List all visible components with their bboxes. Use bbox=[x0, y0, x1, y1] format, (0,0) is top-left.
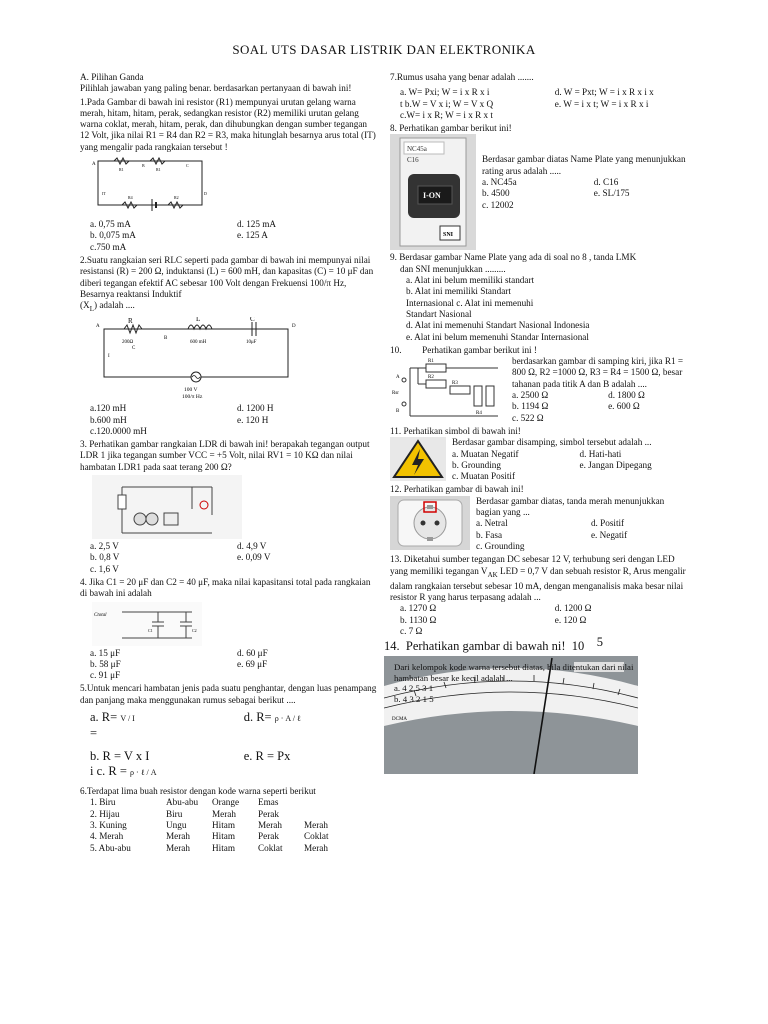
q2-xl-end: ) adalah .... bbox=[93, 300, 135, 311]
q2-xl: (X bbox=[80, 300, 90, 311]
question-2-text-cont bbox=[80, 300, 378, 315]
question-7-text: 7.Rumus usaha yang benar adalah ....... bbox=[390, 72, 534, 82]
q5-option-a-cont: = bbox=[90, 726, 98, 741]
question-11-text: 11. Perhatikan simbol di bawah ini! bbox=[390, 425, 521, 436]
q12-socket-photo bbox=[390, 496, 470, 550]
q6-table-cell: Emas bbox=[258, 797, 279, 808]
q2-label-c: C bbox=[250, 317, 255, 324]
q3-option[interactable]: a. 2,5 V bbox=[90, 541, 119, 552]
q10-option[interactable]: a. 2500 Ω bbox=[512, 390, 549, 401]
question-1 bbox=[80, 97, 378, 253]
q6-table-cell: Merah bbox=[166, 831, 190, 842]
q4-option[interactable]: a. 15 μF bbox=[90, 647, 121, 658]
q8-option[interactable]: e. SL/175 bbox=[593, 188, 630, 199]
q10-label-a: A bbox=[396, 375, 400, 381]
question-5-text: 5.Untuk mencari hambatan jenis pada suatu penghantar, dengan luas penampang dan panjang maka menggunakan rumus sebagai berikut .... bbox=[80, 683, 377, 705]
q3-ldr-circuit-photo bbox=[92, 475, 242, 539]
q14-meter-label: DCMA bbox=[392, 717, 408, 723]
q6-table-cell: Perak bbox=[258, 831, 279, 842]
q2-label-r: R bbox=[128, 317, 133, 326]
q2-option[interactable]: b.600 mH bbox=[90, 414, 127, 425]
q6-table-row bbox=[90, 820, 378, 831]
q1-option[interactable]: c.750 mA bbox=[90, 241, 127, 252]
q7-option-a[interactable]: a. W= Pxi; W = i x R x i bbox=[400, 87, 490, 98]
q10-option[interactable]: c. 522 Ω bbox=[512, 412, 544, 423]
q6-table-cell: 5. Abu-abu bbox=[90, 842, 131, 853]
q4-option[interactable]: c. 91 μF bbox=[90, 670, 121, 681]
q2-xl-sub: L bbox=[89, 304, 94, 313]
question-1-options bbox=[80, 219, 378, 253]
question-11-options bbox=[452, 449, 690, 483]
q13-option bbox=[555, 626, 690, 637]
q8-description: Berdasar gambar diatas Name Plate yang menunjukkan rating arus adalah ..... bbox=[482, 154, 686, 176]
question-2-options bbox=[80, 403, 378, 437]
q6-table-cell: Merah bbox=[258, 819, 282, 830]
q4-option[interactable]: e. 69 μF bbox=[237, 658, 268, 669]
q12-option[interactable]: b. Fasa bbox=[476, 529, 503, 540]
q7-option-d[interactable]: d. W = Pxt; W = i x R x i x bbox=[554, 87, 654, 98]
question-12-text: 12. Perhatikan gambar di bawah ini! bbox=[390, 484, 524, 495]
q10-label-r1: R1 bbox=[428, 359, 434, 365]
question-2 bbox=[80, 255, 378, 437]
q1-circuit-diagram bbox=[92, 155, 210, 217]
question-4-options bbox=[80, 648, 378, 682]
q6-table-cell bbox=[304, 797, 344, 808]
question-12 bbox=[390, 484, 690, 552]
question-8-options bbox=[482, 177, 690, 211]
q6-table-cell: Coklat bbox=[258, 842, 283, 853]
q12-option[interactable]: e. Negatif bbox=[590, 529, 628, 540]
q8-option[interactable]: d. C16 bbox=[593, 177, 619, 188]
q8-option[interactable]: c. 12002 bbox=[482, 199, 514, 210]
instruction: Pilihlah jawaban yang paling benar. berdasarkan pertanyaan di bawah ini! bbox=[80, 83, 352, 94]
question-12-options bbox=[476, 518, 690, 552]
q4-label-ctotal: Ctotal bbox=[94, 612, 107, 618]
q6-table-cell: Hitam bbox=[212, 831, 235, 842]
question-6 bbox=[80, 786, 378, 854]
q2-label-freq: 100/π Hz bbox=[182, 394, 203, 401]
section-heading: A. Pilihan Ganda bbox=[80, 72, 144, 82]
question-14 bbox=[384, 635, 690, 774]
question-4 bbox=[80, 577, 378, 681]
q10-label-r4: R4 bbox=[476, 411, 482, 417]
question-3-text: 3. Perhatikan gambar rangkaian LDR di bawah ini! berapakah tegangan output LDR 1 jika tegangan sumber VCC = +5 Volt, nilai RV1 = 10 KΩ dan nilai hambatan LDR1 pada saat terang 200 Ω? bbox=[80, 439, 370, 472]
q8-option[interactable]: a. NC45a bbox=[482, 177, 517, 188]
q2-label-cv: 10μF bbox=[246, 340, 257, 346]
question-7-options bbox=[390, 87, 690, 110]
q9-option-a[interactable]: a. Alat ini belum memiliki standart bbox=[406, 275, 535, 286]
q2-option[interactable]: a.120 mH bbox=[90, 403, 127, 414]
q8-nameplate-top: NC45a bbox=[407, 145, 427, 154]
q1-option bbox=[237, 242, 378, 253]
question-10-text: Perhatikan gambar berikut ini ! bbox=[422, 344, 537, 355]
q6-table-cell: Hitam bbox=[212, 819, 235, 830]
question-10-options bbox=[512, 390, 690, 424]
q2-label-d: D bbox=[292, 324, 296, 330]
q10-label-rs: Rsr bbox=[392, 391, 399, 397]
question-8 bbox=[390, 123, 690, 250]
q6-table-cell: Ungu bbox=[166, 819, 187, 830]
q4-option bbox=[237, 670, 378, 681]
question-1-text: 1.Pada Gambar di bawah ini resistor (R1) mempunyai urutan gelang warna merah, hitam, hitam, perak, sedangkan resistor (R2) memiliki urutan gelang warna coklat, merah, hitam, perak, dan dihubungkan dengan sumber tegangan 12 Volt, jika nilai R1 = R4 dan R2 = R3, maka hitunglah besarnya arus total (IT) yang mengalir pada rangkaian tersebut ! bbox=[80, 96, 376, 152]
q1-label-r2: R2 bbox=[174, 195, 179, 201]
q6-table-cell: Abu-abu bbox=[166, 797, 199, 808]
q10-option[interactable]: b. 1194 Ω bbox=[512, 401, 549, 412]
q13-option[interactable]: d. 1200 Ω bbox=[554, 603, 592, 614]
q10-label-r2: R2 bbox=[428, 375, 434, 381]
question-13-options bbox=[390, 603, 690, 637]
q6-table-cell: Merah bbox=[166, 842, 190, 853]
q1-label-c: C bbox=[186, 163, 189, 169]
q1-label-r4: R4 bbox=[128, 195, 133, 201]
q11-option[interactable]: e. Jangan Dipegang bbox=[579, 459, 652, 470]
q7-option-b[interactable]: t b.W = V x i; W = V x Q bbox=[400, 98, 494, 109]
q10-label-b: B bbox=[396, 409, 400, 415]
q11-option[interactable]: c. Muatan Positif bbox=[452, 471, 516, 482]
q1-option[interactable]: b. 0,075 mA bbox=[90, 230, 136, 241]
q4-capacitor-circuit bbox=[92, 602, 202, 646]
q4-option[interactable]: d. 60 μF bbox=[237, 647, 268, 658]
q11-option[interactable]: a. Muatan Negatif bbox=[452, 448, 519, 459]
q11-option[interactable]: d. Hati-hati bbox=[579, 448, 622, 459]
page-title: SOAL UTS DASAR LISTRIK DAN ELEKTRONIKA bbox=[232, 42, 536, 57]
q10-option[interactable]: d. 1800 Ω bbox=[608, 390, 645, 401]
q8-mcb-photo bbox=[390, 134, 476, 250]
q2-rlc-circuit-diagram bbox=[92, 317, 302, 401]
q2-option bbox=[237, 426, 378, 437]
q12-option[interactable]: a. Netral bbox=[476, 518, 508, 529]
q3-option bbox=[237, 564, 378, 575]
q4-option[interactable]: b. 58 μF bbox=[90, 658, 121, 669]
q6-table-row bbox=[90, 809, 378, 820]
q10-option[interactable]: e. 600 Ω bbox=[608, 401, 640, 412]
q9-option-b[interactable]: b. Alat ini memiliki Standart bbox=[406, 286, 511, 297]
q2-label-l: L bbox=[196, 317, 201, 324]
q13-option[interactable]: c. 7 Ω bbox=[400, 625, 423, 636]
q10-label-r3: R3 bbox=[452, 381, 458, 387]
q2-label-rv: 200Ω bbox=[122, 340, 134, 346]
q6-table-cell: Hitam bbox=[212, 842, 235, 853]
q1-label-r1: R1 bbox=[119, 167, 124, 173]
question-5 bbox=[80, 683, 378, 780]
q5-option-c[interactable]: i c. R = ρ · ℓ / A bbox=[90, 764, 157, 779]
q14-sequence-a[interactable]: a. 4 2 5 3 1 bbox=[394, 683, 434, 694]
q12-option bbox=[591, 541, 690, 552]
q6-table-cell: 2. Hijau bbox=[90, 808, 120, 819]
question-9 bbox=[390, 252, 690, 342]
q10-resistor-network bbox=[390, 356, 506, 422]
q9-option-c[interactable]: Internasional c. Alat ini memenuhi bbox=[406, 297, 534, 308]
q12-option[interactable]: d. Positif bbox=[590, 518, 625, 529]
q2-label-a: A bbox=[96, 324, 100, 330]
question-7 bbox=[390, 72, 690, 121]
q10-option bbox=[608, 413, 690, 424]
q1-option[interactable]: d. 125 mA bbox=[237, 219, 277, 230]
q10-description: berdasarkan gambar di samping kiri, jika R1 = 800 Ω, R2 =1000 Ω, R3 = R4 = 1500 Ω, besar tahanan pada titik A dan B adalah .... bbox=[512, 356, 684, 389]
q13-option[interactable]: e. 120 Ω bbox=[554, 614, 587, 625]
q7-option-e[interactable]: e. W = i x t; W = i x R x i bbox=[554, 98, 649, 109]
q8-sni-mark: SNI bbox=[443, 232, 454, 239]
q14-description: Dari kelompok kode warna tersebut diatas, bila ditentukan dari nilai hambatan besar ke kecil adalah ... bbox=[394, 662, 634, 683]
q2-label-b: B bbox=[164, 336, 168, 342]
question-3-options bbox=[80, 541, 378, 575]
q8-option bbox=[594, 200, 690, 211]
q6-table-cell: Perak bbox=[258, 808, 279, 819]
q5-option-a[interactable]: a. R= V / I bbox=[90, 710, 135, 725]
question-9-text: 9. Berdasar gambar Name Plate yang ada di soal no 8 , tanda LMK bbox=[390, 252, 637, 263]
q1-label-d: D bbox=[204, 191, 207, 197]
q14-scale-5: 5 bbox=[596, 635, 604, 650]
q4-label-c2: C2 bbox=[192, 627, 197, 633]
q9-option-c-cont: Standart Nasional bbox=[406, 308, 472, 319]
q6-table-cell: 1. Biru bbox=[90, 797, 116, 808]
q4-label-c1: C1 bbox=[148, 627, 153, 633]
question-2-text: 2.Suatu rangkaian seri RLC seperti pada gambar di bawah ini mempunyai nilai resistansi (R) = 200 Ω, induktansi (L) = 600 mH, dan kapasitas (C) = 10 μF dan diberi tegangan efektif AC sebesar 100 Volt dengan Frekuensi 100/π Hz, Besarnya reaktansi Induktif bbox=[80, 254, 374, 299]
question-4-text: 4. Jika C1 = 20 μF dan C2 = 40 μF, maka nilai kapasitansi total pada rangkaian di bawah ini adalah bbox=[80, 576, 371, 599]
q6-table-cell: 4. Merah bbox=[90, 831, 124, 842]
q8-option[interactable]: b. 4500 bbox=[482, 188, 510, 199]
q2-label-source: 100 V bbox=[184, 387, 198, 394]
q1-option[interactable]: e. 125 A bbox=[237, 230, 268, 241]
q3-option[interactable]: d. 4,9 V bbox=[237, 541, 267, 552]
question-8-text: 8. Perhatikan gambar berikut ini! bbox=[390, 123, 512, 134]
question-5-options bbox=[80, 710, 378, 780]
q11-option bbox=[580, 471, 690, 482]
q3-option[interactable]: c. 1,6 V bbox=[90, 563, 119, 574]
q1-label-b: B bbox=[142, 163, 145, 169]
q2-option[interactable]: c.120.0000 mH bbox=[90, 425, 147, 436]
q9-option-d[interactable]: d. Alat ini memenuhi Standart Nasional Indonesia bbox=[406, 320, 590, 331]
question-10-heading bbox=[390, 345, 690, 356]
q1-label-it: IT bbox=[102, 191, 106, 197]
q6-table-row bbox=[90, 797, 378, 808]
q1-label-a: A bbox=[92, 162, 96, 168]
q14-number: 14. bbox=[384, 639, 400, 654]
q6-table-cell: Merah bbox=[304, 819, 328, 830]
q5-option-d[interactable]: d. R= ρ · A / ℓ bbox=[243, 710, 301, 725]
q6-table-row bbox=[90, 843, 378, 854]
q1-label-r1b: R1 bbox=[156, 167, 161, 173]
high-voltage-warning-icon bbox=[390, 437, 446, 481]
q13-option[interactable]: a. 1270 Ω bbox=[400, 603, 437, 614]
q2-option[interactable]: d. 1200 H bbox=[237, 403, 274, 414]
q7-option-c[interactable]: c.W= i x R; W = i x R x t bbox=[400, 109, 493, 120]
question-11 bbox=[390, 426, 690, 482]
q2-option[interactable]: e. 120 H bbox=[237, 414, 269, 425]
q11-description: Berdasar gambar disamping, simbol tersebut adalah ... bbox=[452, 437, 652, 448]
q10-number: 10. bbox=[390, 344, 402, 355]
q8-switch-label: I-ON bbox=[423, 191, 441, 201]
q6-table-cell bbox=[304, 809, 344, 820]
q6-resistor-table bbox=[80, 797, 378, 853]
left-column bbox=[80, 72, 378, 854]
q14-meter-photo bbox=[384, 656, 638, 774]
q1-option[interactable]: a. 0,75 mA bbox=[90, 219, 131, 230]
q3-option[interactable]: b. 0,8 V bbox=[90, 552, 120, 563]
q9-option-e[interactable]: e. Alat ini belum memenuhi Standar Internasional bbox=[406, 331, 589, 342]
q11-option[interactable]: b. Grounding bbox=[452, 459, 501, 470]
right-column bbox=[384, 72, 690, 774]
question-9-text-cont: dan SNI menunjukkan ......... bbox=[400, 263, 506, 274]
q6-table-cell: Biru bbox=[166, 808, 183, 819]
q6-table-cell: 3. Kuning bbox=[90, 819, 127, 830]
question-13 bbox=[390, 554, 690, 637]
q3-option[interactable]: e. 0,09 V bbox=[237, 552, 271, 563]
q13-option[interactable]: b. 1130 Ω bbox=[400, 614, 437, 625]
q2-label-lv: 600 mH bbox=[190, 340, 207, 346]
q12-description: Berdasar gambar diatas, tanda merah menunjukkan bagian yang ... bbox=[476, 495, 665, 518]
question-13-text: 13. Diketahui sumber tegangan DC sebesar 12 V, terhubung seri dengan LED yang memiliki tegangan $V_{AK}$ LED = 0,7 V dan sebuah resistor R, Arus mengalir dalam rangkaian tersebut sebesar 10 mA, dengan menganalisis maka besar nilai resistor R yang harus terpasang adalah ... bbox=[390, 554, 686, 602]
question-14-text: Perhatikan gambar di bawah ni! bbox=[405, 639, 566, 654]
question-3 bbox=[80, 439, 378, 575]
q14-scale-10: 10 bbox=[571, 639, 585, 654]
q5-option-e[interactable]: e. R = Px bbox=[243, 749, 291, 764]
q8-nameplate-model: C16 bbox=[407, 156, 419, 165]
q12-option[interactable]: c. Grounding bbox=[476, 540, 525, 551]
q6-table-row bbox=[90, 831, 378, 842]
q6-table-cell: Merah bbox=[304, 842, 328, 853]
q6-table-cell: Coklat bbox=[304, 831, 329, 842]
question-10 bbox=[390, 345, 690, 424]
question-6-text: 6.Terdapat lima buah resistor dengan kode warna seperti berikut bbox=[80, 786, 316, 797]
q5-option-b[interactable]: b. R = V x I bbox=[90, 749, 150, 764]
question-14-heading bbox=[384, 635, 690, 654]
q14-sequence-b[interactable]: b. 4 3 2 1 5 bbox=[394, 693, 434, 704]
q2-label-c2: C bbox=[132, 346, 136, 352]
q2-label-i: I bbox=[108, 354, 110, 360]
q6-table-cell: Merah bbox=[212, 808, 236, 819]
q6-table-cell: Orange bbox=[212, 797, 240, 808]
